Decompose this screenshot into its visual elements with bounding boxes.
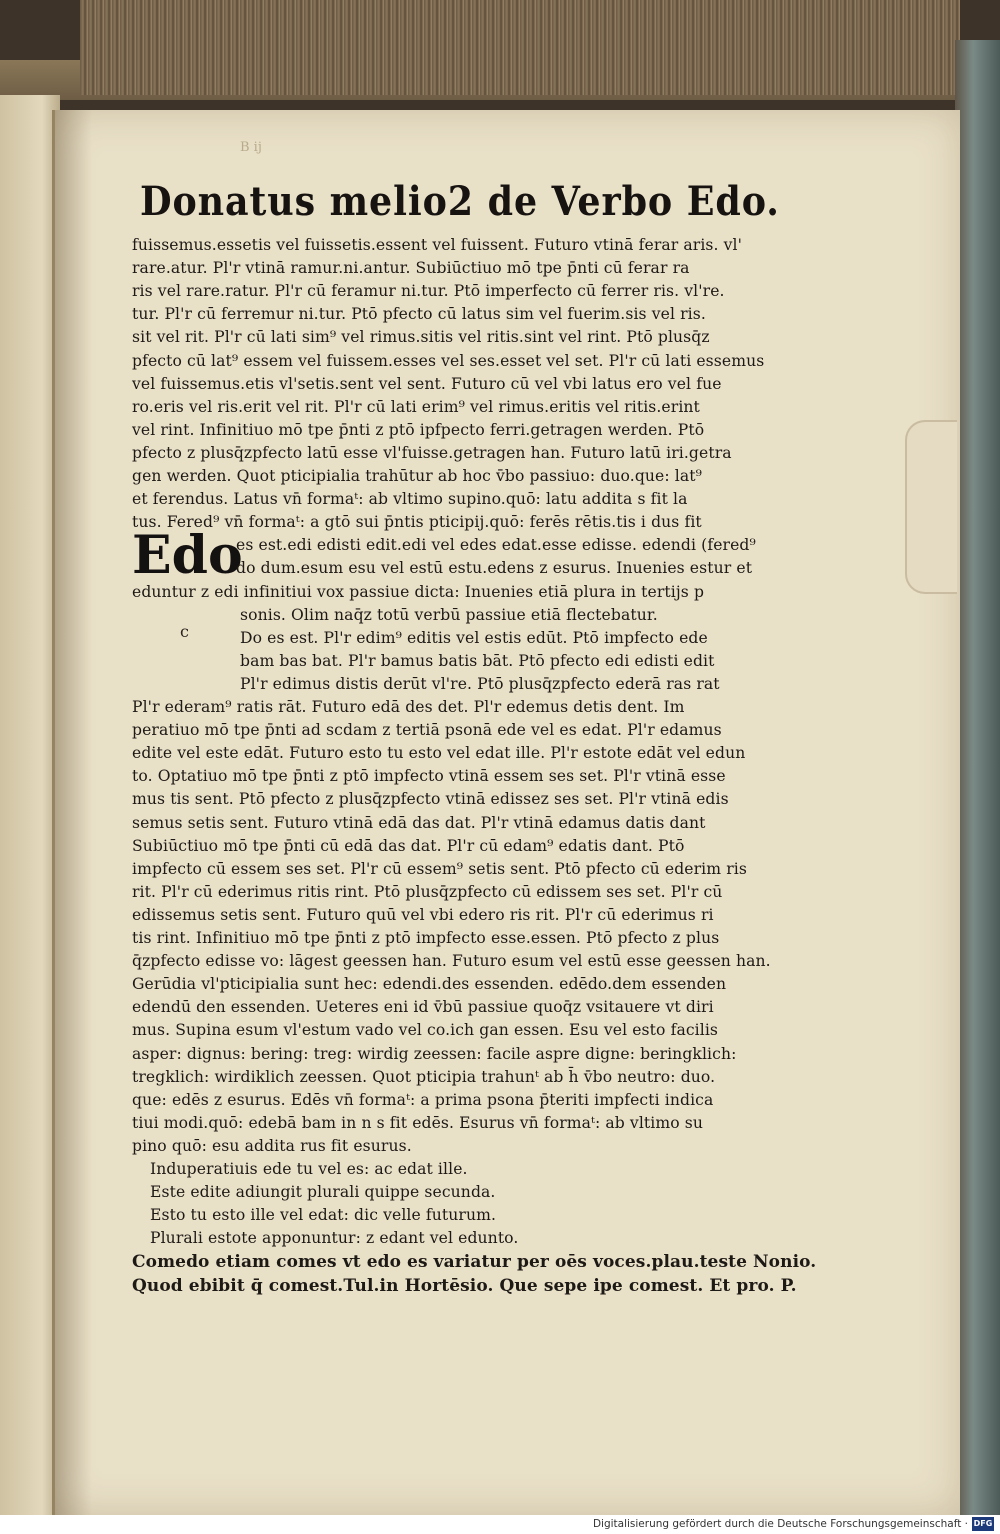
text-line: mus tis sent. Ptō pfecto z plusq̄zpfecto vtinā edissez ses set. Pl'r vtinā edis <box>132 790 729 809</box>
text-line: Subiūctiuo mō tpe p̄nti cū edā das dat. Pl'r cū edam⁹ edatis dant. Ptō <box>132 836 685 855</box>
margin-letter: c <box>180 622 189 641</box>
text-line: et ferendus. Latus vn̄ formaᵗ: ab vltimo supino.quō: latu addita s fit la <box>132 490 688 509</box>
text-line: pfecto cū lat⁹ essem vel fuissem.esses vel ses.esset vel set. Pl'r cū lati essemus <box>132 351 765 370</box>
text-line: sit vel rit. Pl'r cū lati sim⁹ vel rimus.sitis vel ritis.sint vel rint. Ptō plusq̄z <box>132 328 710 347</box>
running-title: Donatus melio2 de Verbo Edo. <box>140 178 780 225</box>
text-line: impfecto cū essem ses set. Pl'r cū essem⁹ setis sent. Ptō pfecto cū ederim ris <box>132 859 747 878</box>
text-line: que: edēs z esurus. Edēs vn̄ formaᵗ: a prima psona p̄teriti impfecti indica <box>132 1090 714 1109</box>
signature-mark: B ij <box>240 140 262 155</box>
initial-letter: Edo <box>132 525 243 586</box>
text-line: Gerūdia vl'pticipialia sunt hec: edendi.des essenden. edēdo.dem essenden <box>132 975 727 994</box>
text-line: Induperatiuis ede tu vel es: ac edat ille. <box>150 1160 468 1178</box>
footer-credit: Digitalisierung gefördert durch die Deutsche Forschungsgemeinschaft · <box>592 1518 968 1530</box>
text-line: edendū den essenden. Ueteres eni id v̄bū passiue quoq̄z vsitauere vt diri <box>132 998 714 1017</box>
text-line: Pl'r ederam⁹ ratis rāt. Futuro edā des det. Pl'r edemus detis dent. Im <box>132 698 685 716</box>
text-line: semus setis sent. Futuro vtinā edā das dat. Pl'r vtinā edamus datis dant <box>132 813 706 832</box>
text-line: Quod ebibit q̄ comest.Tul.in Hortēsio. Que sepe ipe comest. Et pro. P. <box>132 1275 797 1296</box>
text-line: do dum.esum esu vel estū estu.edens z esurus. Inuenies estur et <box>236 559 753 578</box>
text-line: gen werden. Quot pticipialia trahūtur ab hoc v̄bo passiuo: duo.que: lat⁹ <box>132 467 702 485</box>
text-line: Este edite adiungit plurali quippe secunda. <box>150 1183 496 1202</box>
text-line: Do es est. Pl'r edim⁹ editis vel estis edūt. Ptō impfecto ede <box>240 628 708 647</box>
text-line: Esto tu esto ille vel edat: dic velle futurum. <box>150 1206 497 1225</box>
text-line: tregklich: wirdiklich zeessen. Quot pticipia trahunᵗ ab h̄ v̄bo neutro: duo. <box>132 1067 716 1086</box>
text-line: asper: dignus: bering: treg: wirdig zeessen: facile aspre digne: beringklich: <box>132 1044 737 1063</box>
book-cover <box>955 40 1000 1515</box>
text-line: rare.atur. Pl'r vtinā ramur.ni.antur. Subiūctiuo mō tpe p̄nti cū ferar ra <box>132 259 690 278</box>
text-line: Plurali estote apponuntur: z edant vel edunto. <box>150 1229 519 1248</box>
text-line: tus. Fered⁹ vn̄ formaᵗ: a gtō sui p̄ntis pticipij.quō: ferēs rētis.tis i dus fit <box>132 513 702 532</box>
text-line: vel fuissemus.etis vl'setis.sent vel sent. Futuro cū vel vbi latus ero vel fue <box>132 374 722 393</box>
text-line: bam bas bat. Pl'r bamus batis bāt. Ptō pfecto edi edisti edit <box>240 651 715 670</box>
text-line: ro.eris vel ris.erit vel rit. Pl'r cū lati erim⁹ vel rimus.eritis vel ritis.erint <box>132 397 700 416</box>
text-line: tis rint. Infinitiuo mō tpe p̄nti z ptō impfecto esse.essen. Ptō pfecto z plus <box>132 929 720 947</box>
text-line: edissemus setis sent. Futuro quū vel vbi edero ris rit. Pl'r cū ederimus ri <box>132 905 714 924</box>
text-line: tiui modi.quō: edebā bam in n s fit edēs. Esurus vn̄ formaᵗ: ab vltimo su <box>132 1113 704 1132</box>
text-line: Comedo etiam comes vt edo es variatur per oēs voces.plau.teste Nonio. <box>132 1252 817 1273</box>
text-line: ris vel rare.ratur. Pl'r cū feramur ni.tur. Ptō imperfecto cū ferrer ris. vl're. <box>132 282 725 301</box>
text-line: es est.edi edisti edit.edi vel edes edat.esse edisse. edendi (fered⁹ <box>236 536 756 555</box>
text-line: peratiuo mō tpe p̄nti ad scdam z tertiā psonā ede vel es edat. Pl'r edamus <box>132 721 722 740</box>
text-line: mus. Supina esum vl'estum vado vel co.ich gan essen. Esu vel esto facilis <box>132 1021 719 1040</box>
text-line: to. Optatiuo mō tpe p̄nti z ptō impfecto vtinā essem ses set. Pl'r vtinā esse <box>132 767 726 786</box>
text-line: pino quō: esu addita rus fit esurus. <box>132 1136 412 1155</box>
text-line: Pl'r edimus distis derūt vl're. Ptō plusq̄zpfecto ederā ras rat <box>240 674 720 693</box>
text-line: rit. Pl'r cū ederimus ritis rint. Ptō plusq̄zpfecto cū edissem ses set. Pl'r cū <box>132 882 723 901</box>
book-page-edges <box>80 0 960 95</box>
page-gutter-shadow <box>52 110 92 1515</box>
text-line: eduntur z edi infinitiui vox passiue dicta: Inuenies etiā plura in tertijs p <box>132 582 705 601</box>
text-line: sonis. Olim naq̄z totū verbū passiue etiā flectebatur. <box>240 605 658 624</box>
left-page <box>0 95 60 1515</box>
page-tab-mark <box>905 420 957 594</box>
text-line: pfecto z plusq̄zpfecto latū esse vl'fuisse.getragen han. Futuro latū iri.getra <box>132 443 732 462</box>
dfg-logo-icon: DFG <box>972 1517 994 1531</box>
text-line: fuissemus.essetis vel fuissetis.essent vel fuissent. Futuro vtinā ferar aris. vl' <box>132 236 743 254</box>
text-line: tur. Pl'r cū ferremur ni.tur. Ptō pfecto cū latus sim vel fuerim.sis vel ris. <box>132 305 706 324</box>
text-line: q̄zpfecto edisse vo: lāgest geessen han. Futuro esum vel estū esse geessen han. <box>132 952 771 971</box>
text-line: vel rint. Infinitiuo mō tpe p̄nti z ptō ipfpecto ferri.getragen werden. Ptō <box>132 420 705 439</box>
text-line: edite vel este edāt. Futuro esto tu esto vel edat ille. Pl'r estote edāt vel edun <box>132 744 746 763</box>
